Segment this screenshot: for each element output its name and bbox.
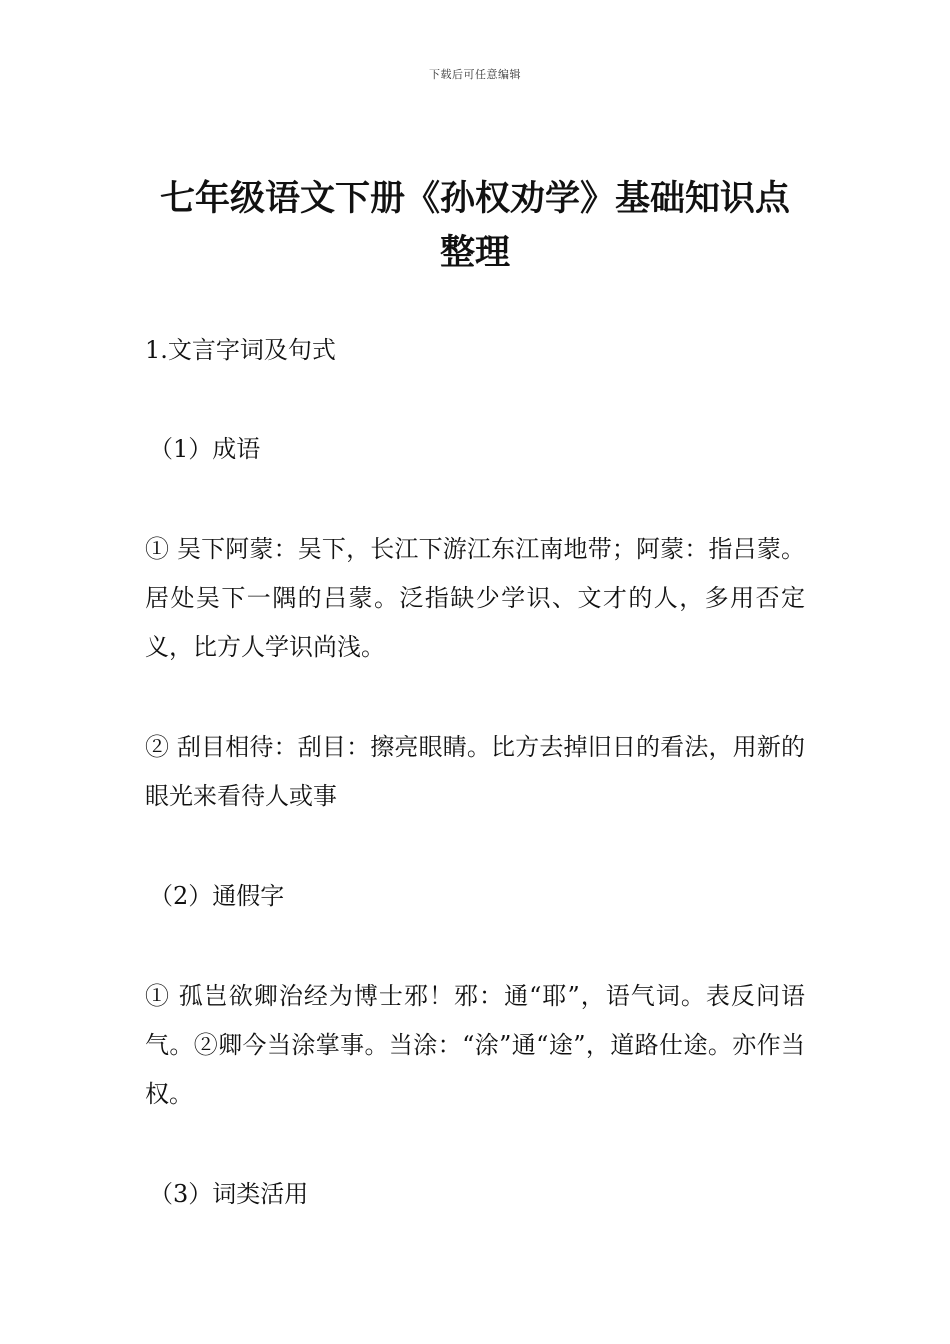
idiom-item-1: ① 吴下阿蒙：吴下，长江下游江东江南地带；阿蒙：指吕蒙。居处吴下一隅的吕蒙。泛指缺少学识、文才的人，多用否定义，比方人学识尚浅。 xyxy=(145,535,805,661)
subsection-tongjia-heading: （2）通假字 xyxy=(149,882,285,910)
title-line-1: 七年级语文下册《孙权劝学》基础知识点 xyxy=(159,179,790,219)
subsection-idioms-heading: （1）成语 xyxy=(149,435,261,463)
document-title xyxy=(145,172,805,280)
section-1-heading: 1.文言字词及句式 xyxy=(145,336,336,364)
header-note: 下载后可任意编辑 xyxy=(429,68,521,81)
idiom-item-2: ② 刮目相待：刮目：擦亮眼睛。比方去掉旧日的看法，用新的眼光来看待人或事 xyxy=(145,733,805,810)
title-line-2: 整理 xyxy=(439,233,510,273)
tongjia-item-1: ① 孤岂欲卿治经为博士邪！邪：通“耶”，语气词。表反问语气。②卿今当涂掌事。当涂：“涂”通“途”，道路仕途。亦作当权。 xyxy=(145,982,805,1108)
subsection-word-class-heading: （3）词类活用 xyxy=(149,1180,309,1208)
